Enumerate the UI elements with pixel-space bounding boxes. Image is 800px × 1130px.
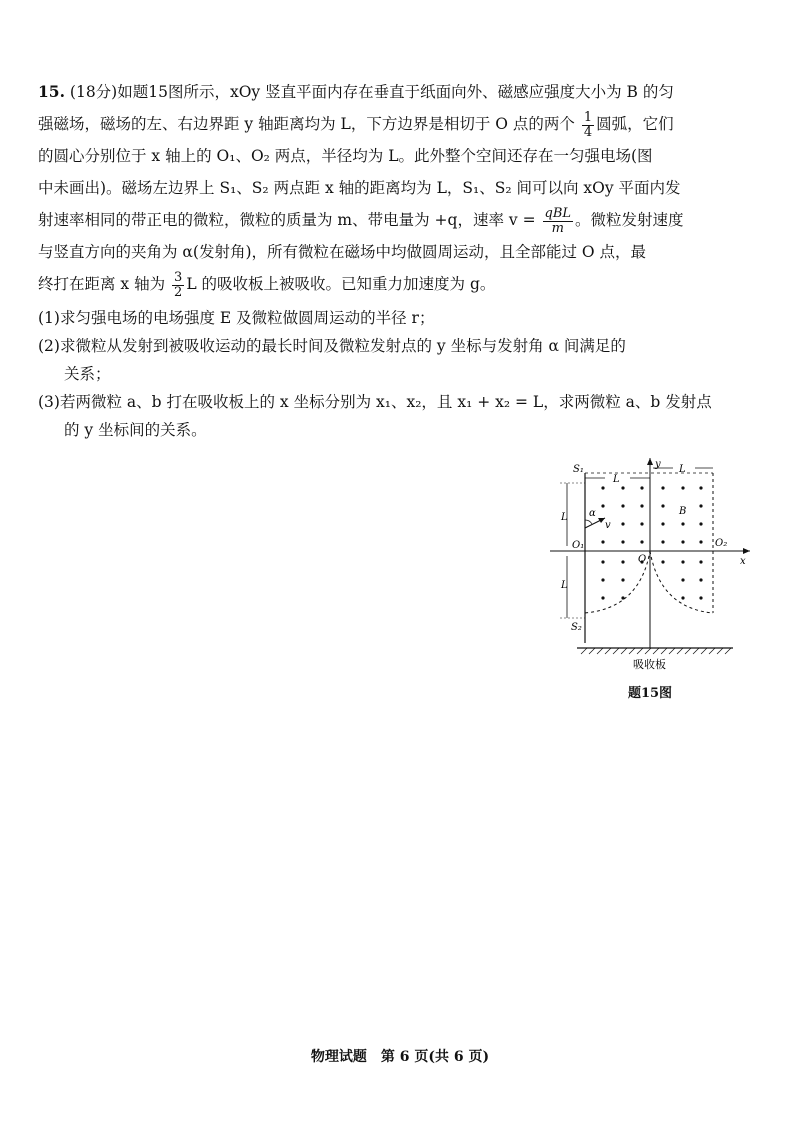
problem-number: 15.: [38, 82, 65, 101]
label-B: B: [679, 506, 687, 517]
label-L-left-lower: L: [561, 580, 568, 591]
right-arc: [650, 551, 713, 613]
label-S1: S₁: [573, 464, 584, 475]
problem-15: [38, 76, 760, 444]
problem-line-3: 的圆心分别位于 x 轴上的 O₁、O₂ 两点，半径均为 L。此外整个空间还存在一匀强电场(图: [38, 147, 653, 165]
field-diagram: [545, 458, 755, 678]
label-plate: 吸收板: [633, 658, 666, 671]
page-footer: 物理试题 第 6 页(共 6 页): [310, 1049, 490, 1065]
fraction-velocity: [543, 207, 574, 236]
frac-numerator: 1: [583, 109, 593, 125]
problem-line-6: 与竖直方向的夹角为 α(发射角)，所有微粒在磁场中均做圆周运动，且全部能过 O 点，最: [38, 243, 647, 261]
problem-text-line-6: [38, 236, 760, 268]
label-O2: O₂: [715, 538, 728, 549]
problem-text-line-3: [38, 140, 760, 172]
frac-denominator: 4: [583, 124, 593, 140]
sub-questions: [38, 304, 760, 444]
y-axis-arrow-icon: [647, 458, 653, 465]
figure-caption: 题15图: [627, 686, 673, 701]
problem-text-line-5: [38, 204, 760, 236]
label-O: O: [638, 554, 647, 565]
frac-numerator: qBL: [544, 205, 572, 221]
label-L-left-upper: L: [561, 512, 568, 523]
label-O1: O₁: [572, 540, 585, 551]
sub-question-3a: (3)若两微粒 a、b 打在吸收板上的 x 坐标分别为 x₁、x₂，且 x₁ + x₂ = L，求两微粒 a、b 发射点: [38, 393, 712, 411]
frac-denominator: 2: [174, 284, 183, 300]
x-axis-arrow-icon: [743, 548, 750, 554]
fraction-three-halves: [172, 271, 184, 300]
problem-points: (18分): [69, 83, 118, 101]
frac-numerator: 3: [174, 269, 183, 285]
label-S2: S₂: [571, 622, 582, 633]
problem-line-1: 如题15图所示，xOy 竖直平面内存在垂直于纸面向外、磁感应强度大小为 B 的匀: [117, 83, 674, 101]
problem-text-line-4: [38, 172, 760, 204]
sub-question-3: [38, 388, 760, 444]
problem-text-line-7: [38, 268, 760, 300]
label-L-top-left: L: [613, 474, 620, 485]
problem-text-line-1: [38, 76, 760, 108]
problem-line-4: 中未画出)。磁场左边界上 S₁、S₂ 两点距 x 轴的距离均为 L，S₁、S₂ 间可以向 xOy 平面内发: [38, 179, 681, 197]
label-alpha: α: [589, 508, 596, 519]
plate-hatching: [581, 648, 731, 654]
frac-denominator: m: [551, 220, 564, 236]
problem-line-5b: 。微粒发射速度: [575, 211, 684, 229]
angle-arc: [585, 520, 592, 524]
sub-question-3b: 的 y 坐标间的关系。: [64, 421, 207, 439]
label-L-top-right: L: [679, 464, 686, 475]
figure-15: [545, 458, 755, 701]
sub-question-2a: (2)求微粒从发射到被吸收运动的最长时间及微粒发射点的 y 坐标与发射角 α 间满足的: [38, 337, 626, 355]
magnetic-field-dots: [601, 486, 702, 599]
label-v: v: [605, 520, 611, 531]
sub-question-2: [38, 332, 760, 388]
sub-question-2b: 关系；: [64, 365, 111, 383]
problem-line-2a: 强磁场，磁场的左、右边界距 y 轴距离均为 L，下方边界是相切于 O 点的两个: [38, 115, 575, 133]
label-y: y: [655, 459, 661, 470]
problem-line-7b: L 的吸收板上被吸收。已知重力加速度为 g。: [186, 275, 496, 293]
problem-line-5a: 射速率相同的带正电的微粒，微粒的质量为 m、带电量为 +q，速率 v =: [38, 211, 536, 229]
label-x: x: [740, 556, 746, 567]
problem-line-7a: 终打在距离 x 轴为: [38, 275, 166, 293]
problem-text-line-2: [38, 108, 760, 140]
sub-question-1: (1)求匀强电场的电场强度 E 及微粒做圆周运动的半径 r；: [38, 309, 435, 327]
problem-line-2b: 圆弧，它们: [596, 115, 674, 133]
fraction-quarter: [582, 111, 594, 140]
